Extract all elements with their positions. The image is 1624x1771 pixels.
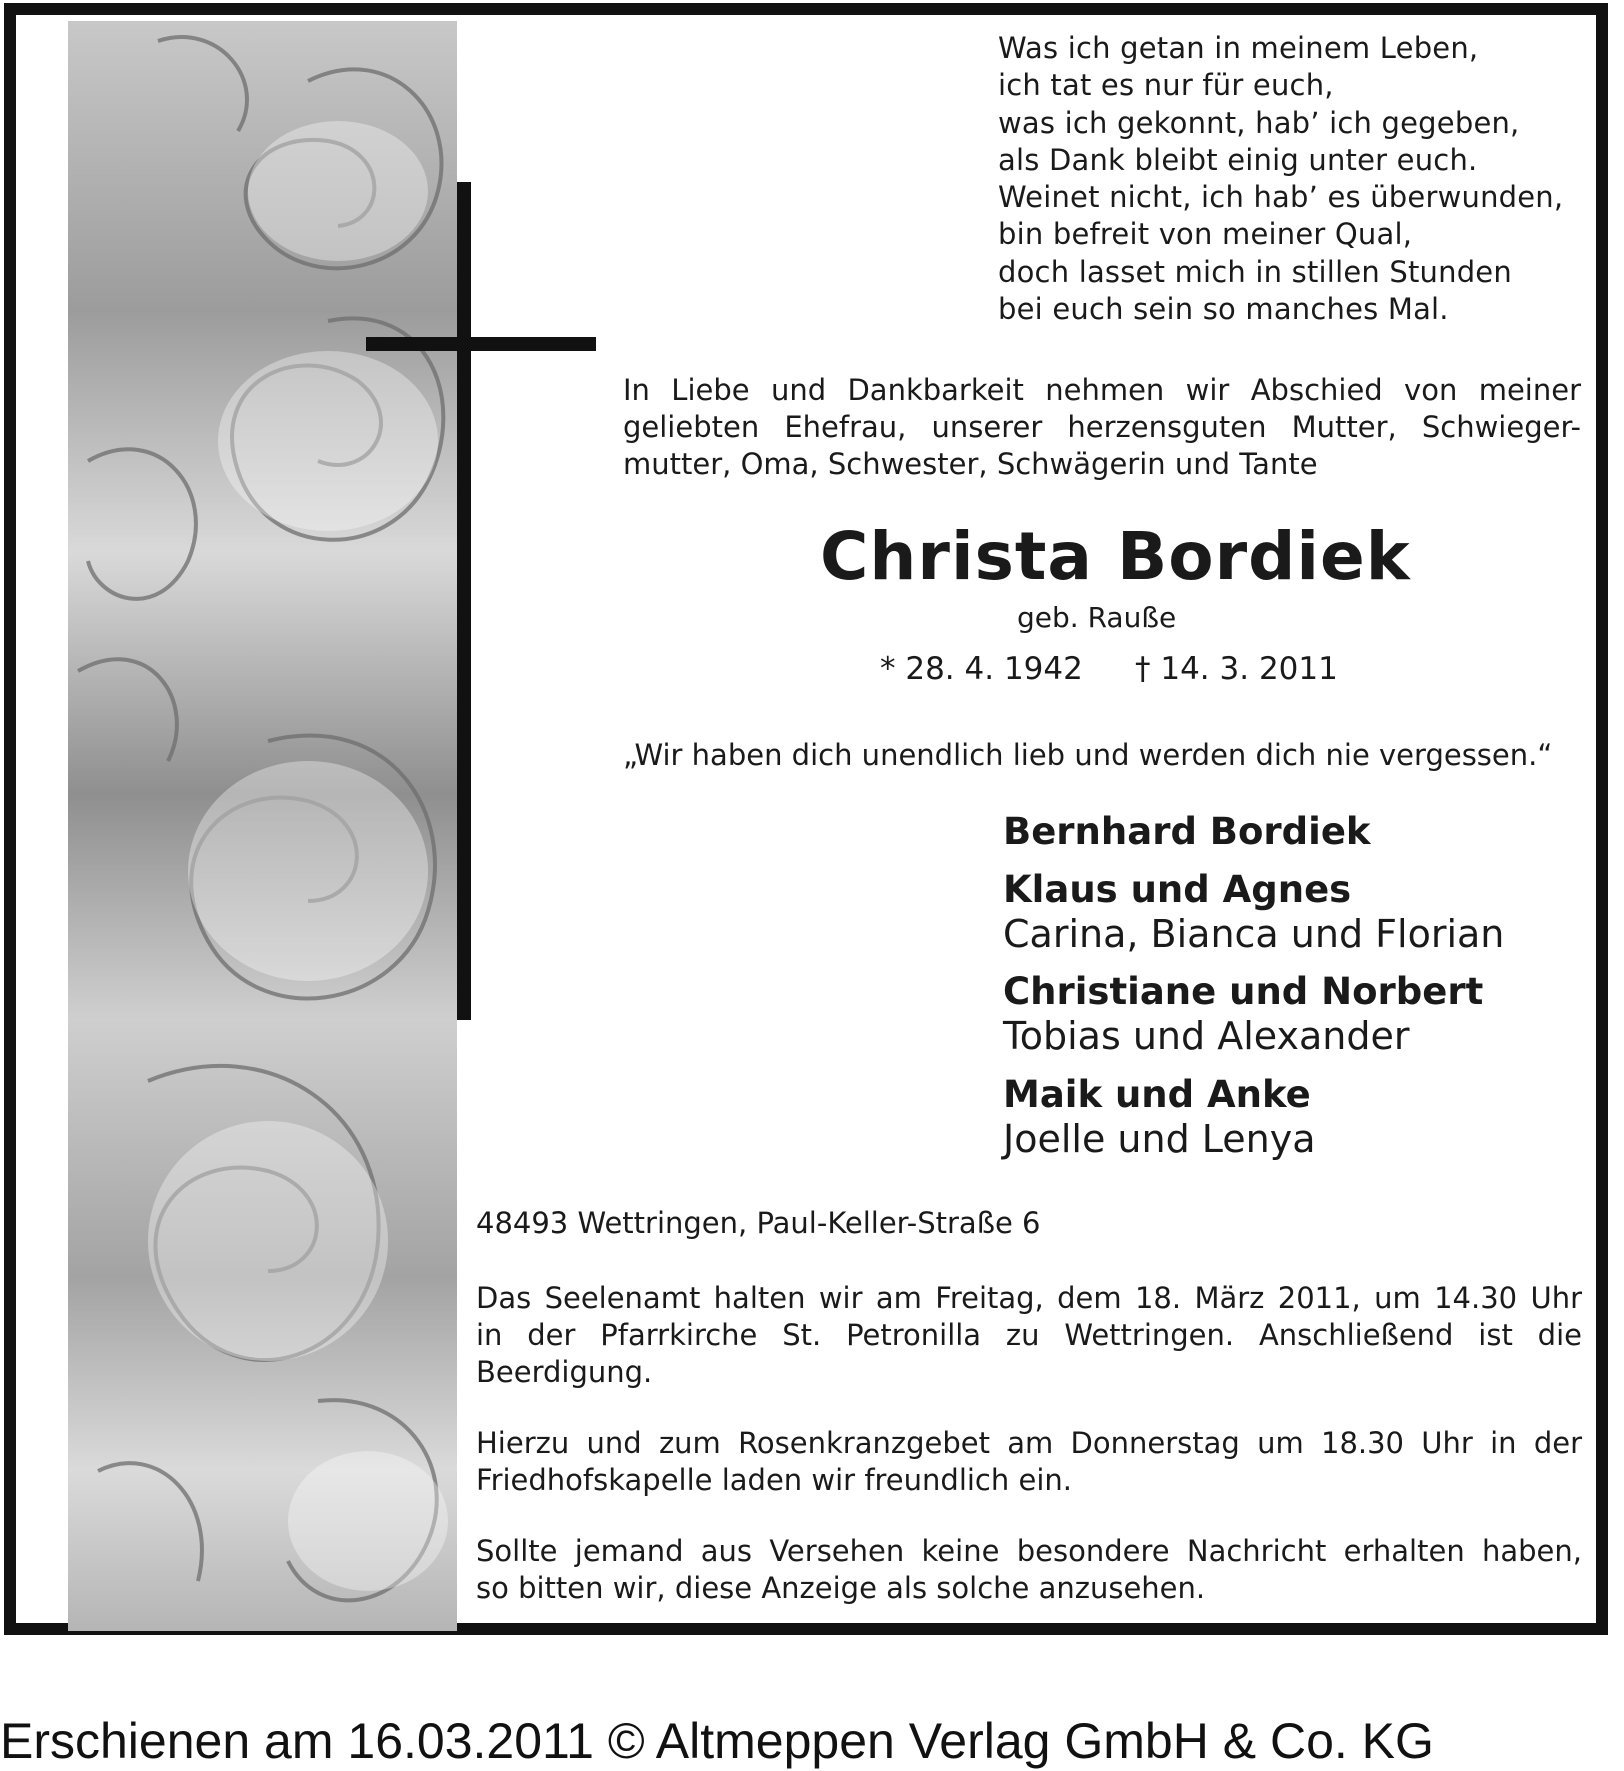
poem-line: ich tat es nur für euch, [998,68,1334,103]
roses-image [68,21,457,1631]
note-line: so bitten wir, diese Anzeige als solche anzusehen. [476,1571,1206,1605]
birth-name: geb. Rauße [1017,601,1177,634]
poem [998,30,1563,328]
publication-footer: Erschienen am 16.03.2011 © Altmeppen Verlag GmbH & Co. KG [0,1713,1434,1769]
poem-line: was ich gekonnt, hab’ ich gegeben, [998,105,1520,140]
family-member: Maik und Anke [1003,1073,1311,1116]
birth-date: * 28. 4. 1942 [880,651,1083,687]
intro-line: mutter, Oma, Schwester, Schwägerin und Tante [623,447,1318,481]
address: 48493 Wettringen, Paul-Keller-Straße 6 [476,1206,1041,1240]
note-line: Sollte jemand aus Versehen keine besondere Nachricht erhalten haben, [476,1534,1582,1568]
family-member: Joelle und Lenya [1003,1117,1316,1161]
rosary-line: Friedhofskapelle laden wir freundlich ein. [476,1463,1072,1497]
service-paragraph [476,1280,1582,1391]
service-line: Beerdigung. [476,1355,653,1389]
poem-line: bin befreit von meiner Qual, [998,217,1413,252]
roses-illustration [68,21,457,1631]
poem-line: als Dank bleibt einig unter euch. [998,142,1478,177]
deceased-name: Christa Bordiek [820,518,1411,595]
family-member: Bernhard Bordiek [1003,810,1371,853]
intro-text [623,372,1581,483]
poem-line: doch lasset mich in stillen Stunden [998,254,1512,289]
family-member: Carina, Bianca und Florian [1003,912,1505,956]
service-line: Das Seelenamt halten wir am Freitag, dem 18. März 2011, um 14.30 Uhr [476,1281,1582,1315]
cross-vertical-bar [457,182,471,1020]
family-member: Klaus und Agnes [1003,868,1352,911]
poem-line: Weinet nicht, ich hab’ es überwunden, [998,180,1564,215]
note-paragraph [476,1533,1582,1607]
family-member: Christiane und Norbert [1003,970,1484,1013]
death-date: † 14. 3. 2011 [1135,651,1338,687]
rosary-paragraph [476,1425,1582,1499]
intro-line: In Liebe und Dankbarkeit nehmen wir Abschied von meiner [623,373,1581,407]
rosary-line: Hierzu und zum Rosenkranzgebet am Donnerstag um 18.30 Uhr in der [476,1426,1582,1460]
poem-line: Was ich getan in meinem Leben, [998,31,1479,65]
intro-line: geliebten Ehefrau, unserer herzensguten Mutter, Schwieger- [623,410,1581,444]
family-member: Tobias und Alexander [1003,1014,1410,1058]
farewell-quote: „Wir haben dich unendlich lieb und werden dich nie vergessen.“ [623,738,1553,772]
cross-horizontal-bar [366,337,596,351]
poem-line: bei euch sein so manches Mal. [998,292,1449,327]
service-line: in der Pfarrkirche St. Petronilla zu Wettringen. Anschließend ist die [476,1318,1582,1352]
